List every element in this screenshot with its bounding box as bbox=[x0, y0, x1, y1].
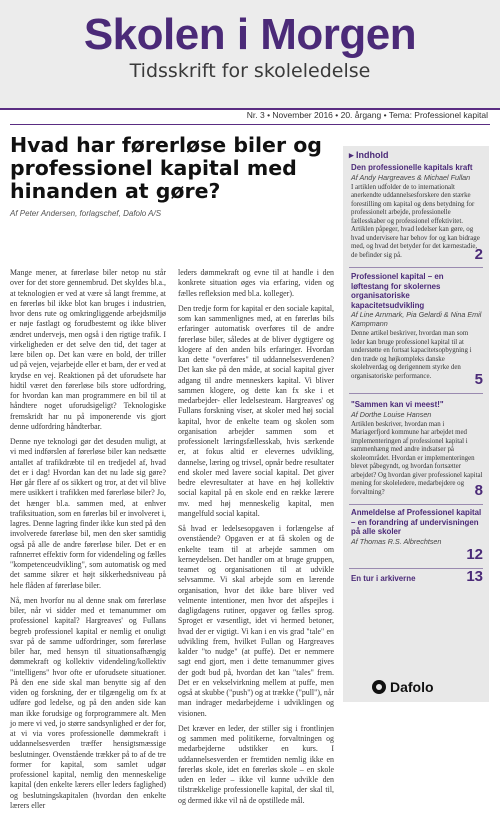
article-header bbox=[10, 134, 335, 218]
toc-item-title: Professionel kapital – en løftestang for skolernes organisatoriske kapacitetsudvikling bbox=[351, 272, 444, 310]
toc-item-title: Anmeldelse af Professionel kapital – en forandring af undervisningen på alle skoler bbox=[351, 508, 482, 536]
toc-item-title: "Sammen kan vi meest!" bbox=[351, 400, 444, 409]
journal-title: Skolen i Morgen bbox=[83, 10, 417, 59]
toc-item[interactable] bbox=[351, 574, 483, 584]
paragraph: Nå, men hvorfor nu al denne snak om førerløse biler, når vi sidder med et temanummer om professionel kapital? Hargreaves' og Fullans begreb professionel kapital er nemlig et onuligt svar på de samme udfordringer, som førerløse biler har, med hensyn til situationsafhængig dømmekraft og kollektiv videndeling/kollektiv "intelligens" hvor ofte er uforudsete situationer. På den ene side skal man benytte sig af den viden og forskning, der er tilgængelig om fx at udføre god ledelse, og på den anden side kan man ikke forudsige og forprogrammere alt. Men jo mere vi ved, jo større sandsynlighed er der for, at vi via vores professionelle dømmekraft i uddannelsesverden træffer hensigtsmæssige beslutninger. Ovenstående trækker på to af de tre former for kapital, som samlet udgør professionel kapital, nemlig den menneskelige kapital (den enkelte lærers eller leders faglighed) og beslutningskapitalen (hvordan den enkelte lærers eller bbox=[10, 595, 166, 810]
paragraph: Denne nye teknologi gør det desuden muligt, at vi med indførslen af førerløse biler kan nedsætte antallet af trafikdræbte til en tredjedel af, hvad det er i dag! Hvordan kan det nu lade sig gøre? Hør går flere af os sikkert og tror, at det vil blive mere usikkert i trafikken med førerløse biler? Jo, det hænger bl.a. sammen med, at enhver trafiksituation, som en førerløs bil er involveret i, lagres. Denne lagring finder ikke kun sted på den involverede førerløse bil, men den sker samtidig også på alle de andre førerløse biler. Det er en rafnnerret effektiv form for videndeling og fælles "kompetenceudvikling", som automatisk og med det samme sikrer et højt sikkerhedsniveau på hele flåden af førerløse biler. bbox=[10, 437, 166, 590]
article-body bbox=[10, 268, 335, 810]
paragraph: Mange mener, at førerløse biler netop nu står over for det store gennembrud. Det skyldes bl.a., at teknologien er ved at være så langt fremme, at en førerløs bil ikke blot kan bruges i industrien, hvor dens rute og omkringliggende arbejdsmiljø er nøje fastlagt og forudbestemt og ikke bliver ændret undervejs, men også i den rigtige trafik. I virkeligheden er det selve den tid, det tager at lære bilen op. Det kan være en bold, der triller ud på vejen, vejarbejde eller et barn, der er ved at krydse en vej. Reaktionen på det uforudsete har hidtil været den førerløse bils store udfordring, for hvordan kan man programmere en bil til at håndtere noget uforudsigeligt? Teknologiske fremskridt har nu på imponerende vis gjort denne udfordring håndterbar. bbox=[10, 268, 166, 431]
toc-divider bbox=[349, 267, 483, 268]
toc-item-author: Af Andy Hargreaves & Michael Fullan bbox=[351, 172, 471, 182]
table-of-contents bbox=[343, 146, 489, 702]
journal-subtitle: Tidsskrift for skoleledelse bbox=[129, 60, 371, 82]
publisher-logo bbox=[372, 679, 434, 695]
toc-item-author: Af Thomas R.S. Albrechtsen bbox=[351, 536, 442, 546]
toc-item-description: Artiklen beskriver, hvordan man i Mariagerfjord kommune har arbejdet med implementeringen af professionel kapital i sammenhæng med andre indsatser på skoleområdet. Hvordan er implementeringen blevet påbegyndt, og hvordan fortsætter arbejdet? Og hvordan giver professionel kapital mening for skoleledere, medarbejdere og forvaltning? bbox=[351, 420, 483, 496]
arrow-right-icon: ▸ bbox=[349, 150, 354, 160]
paragraph: Det kræver en leder, der stiller sig i frontlinjen og sammen med politikerne, forvaltningen og medarbejderne udstikker en kurs. I uddannelsesverden er fremtiden nemlig ikke en førerløs skole, idet en førerløs skole – en skole uden en leder – ikke vil kunne udvikle den tilstrækkelige professionelle kapital, der skal til, og dermed ikke vil nå de opstillede mål. bbox=[178, 723, 334, 805]
toc-item-title: En tur i arkiverne bbox=[351, 574, 416, 583]
toc-item-author: Af Line Arnmark, Pia Gelardi & Nina Emil Kampmann bbox=[351, 310, 482, 328]
masthead bbox=[0, 0, 500, 110]
article-column-1 bbox=[10, 268, 166, 816]
toc-header-label: Indhold bbox=[356, 150, 389, 160]
toc-item[interactable] bbox=[351, 400, 483, 497]
paragraph: leders dømmekraft og evne til at handle i den konkrete situation øges via erfaring, viden og fælles refleksion med bl.a. kolleger). bbox=[178, 268, 334, 298]
paragraph: Den tredje form for kapital er den sociale kapital, som kan sammenlignes med, at en førerløs bils erfaringer automatisk overføres til de andre førerløse biler, således at de bliver dygtigere og klogere af den anden bils erfaringer. Hvordan kan dette "overføres" til uddannelsesverdenen? Det kan ske på den måde, at social kapital giver adgang til andre menneskers kapital. Vi bliver sammen klogere, og dette kan fx ske i et medarbejder- eller ledelsesteam. Hargreaves' og Fullans forskning viser, at skoler med høj social kapital, hvor de enkelte team og skolen som organisation arbejder sammen som et professionelt læringsfællesskab, hvis særkende er, at fokus altid er elevernes udvikling, dannelse, læring og trivsel, opnår bedre resultater end skoler med lavere social kapital. Det giver bedre elevresultater at have en høj kollektiv social kapital på en skole end en række lærere mv. med høj menneskelig kapital, men mangelfuld social kapital. bbox=[178, 303, 335, 518]
toc-item[interactable] bbox=[351, 163, 483, 260]
toc-divider bbox=[349, 504, 483, 505]
toc-item-description: I artiklen udfolder de to internationalt anerkendte uddannelsesforskere den stærke forestilling om kapital og dens betydning for professionelt arbejde, professionelle fællesskaber og professionel effektivitet. Artiklen påpeger, hvad ledelser kan gøre, og hvad undervisere har behov for og kan bidrage med, og hvad det betyder for det kærnestadie, de befinder sig på. bbox=[351, 183, 480, 259]
article-headline: Hvad har førerløse biler og professionel kapital med hinanden at gøre? bbox=[10, 133, 322, 203]
toc-item-page: 13 bbox=[466, 568, 483, 585]
article-column-2 bbox=[178, 268, 334, 811]
paragraph: Så hvad er ledelsesopgaven i forlængelse af ovenstående? Opgaven er at få skolen og de enkelte team til at arbejde sammen om kerneydelsen. Det handler om at bruge gruppen, teamet og organisationen til at udvikle selvsamme. Vi skal arbejde som en lærende organisation, hvor det ikke bare bliver ved velmente intentioner, men hvor det afspejles i dagligdagens rutiner, opgaver og fælles sprog. Sproget er væsentligt, idet vi hermed betoner, hvad der er vigtigt. Vi kan i en vis grad "tale" en udvikling frem, hvilket Fullan og Hargreaves kalder "to nudge" (at puffe). Det er nemmere sagt end gjort, men i dette temanummer gives der godt bud på, hvordan det kan "tales" frem. Det er en vekselvirkning mellem at puffe, men også at skubbe ("push") og at trække ("pull"), når man indrager medarbejderne i udviklingen og visionen. bbox=[178, 524, 334, 718]
logo-text: Dafolo bbox=[390, 679, 434, 695]
toc-item-author: Af Dorthe Louise Hansen bbox=[351, 409, 432, 419]
toc-item-page: 5 bbox=[474, 371, 483, 388]
issue-line: Nr. 3 • November 2016 • 20. årgang • Tema: Professionel kapital bbox=[246, 110, 488, 120]
toc-divider bbox=[349, 393, 483, 394]
toc-divider bbox=[349, 568, 483, 569]
toc-item-page: 12 bbox=[466, 546, 483, 563]
article-byline: Af Peter Andersen, forlagschef, Dafolo A/S bbox=[10, 209, 162, 218]
divider bbox=[10, 124, 490, 125]
toc-item[interactable] bbox=[351, 272, 483, 381]
toc-header bbox=[349, 150, 389, 161]
toc-item-title: Den professionelle kapitals kraft bbox=[351, 163, 473, 172]
toc-item-description: Denne artikel beskriver, hvordan man som leder kan bruge professionel kapital til at understøtte en fortsat kapacitetsopbygning i den træde og højkompleks danske skolehverdag og derigennem styrke den organisatoriske performance. bbox=[351, 330, 472, 380]
toc-item-page: 8 bbox=[474, 482, 483, 499]
toc-item[interactable] bbox=[351, 508, 483, 546]
dafolo-logo-icon bbox=[372, 680, 386, 694]
toc-item-page: 2 bbox=[474, 246, 483, 263]
